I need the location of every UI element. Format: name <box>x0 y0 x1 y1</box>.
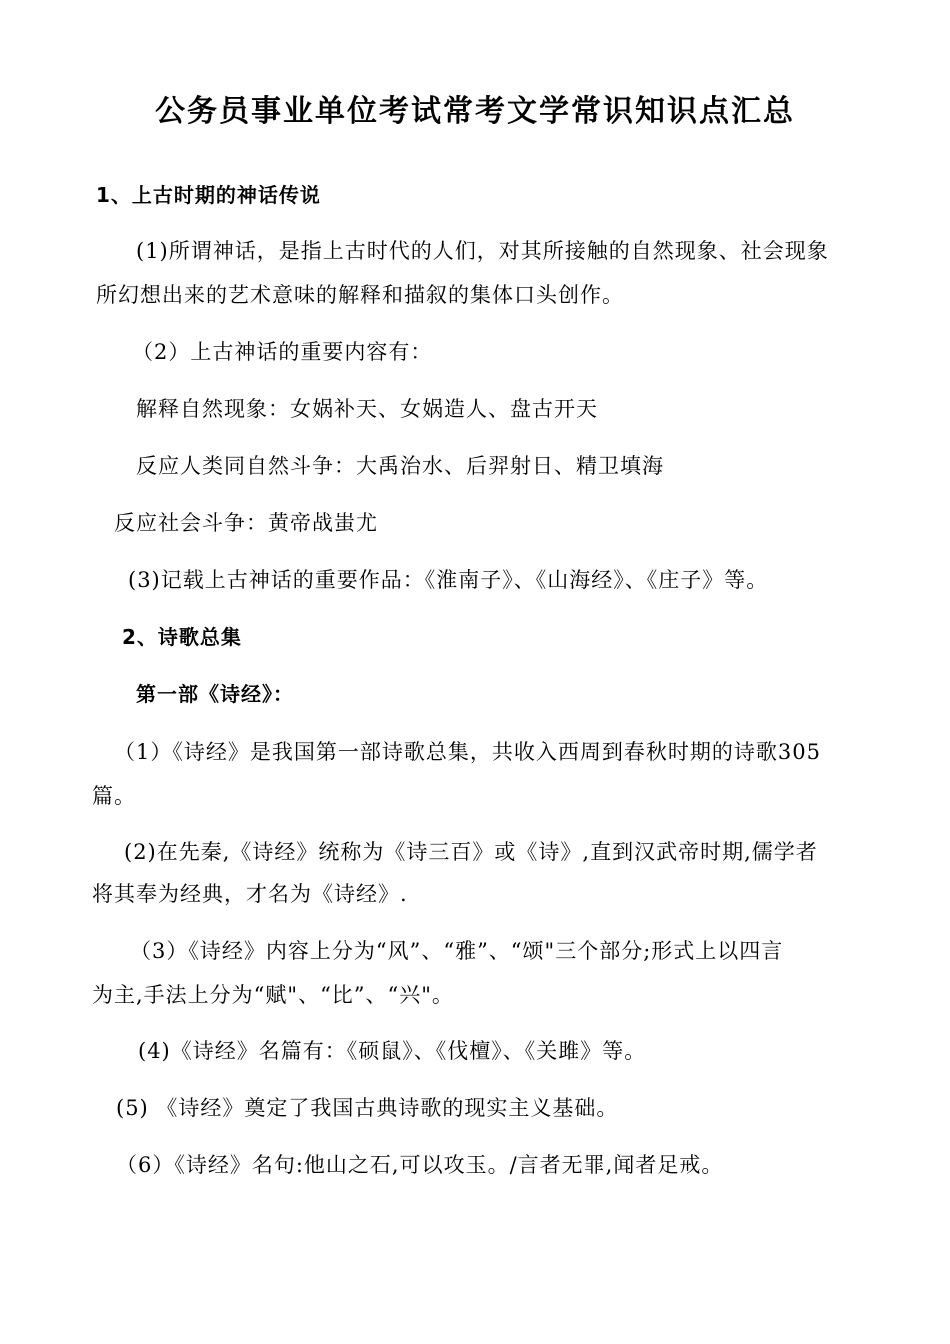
section-2-para-1-line-1: （1）《诗经》是我国第一部诗歌总集，共收入西周到春秋时期的诗歌305 <box>114 740 821 764</box>
section-2-para-3-line-1: （3）《诗经》内容上分为“风”、“雅”、“颂"三个部分;形式上以四言 <box>130 939 784 963</box>
section-2-para-2-line-2: 将其奉为经典，才名为《诗经》. <box>92 882 408 906</box>
section-1-heading: 1、上古时期的神话传说 <box>96 183 321 207</box>
section-2-para-5: (5) 《诗经》奠定了我国古典诗歌的现实主义基础。 <box>116 1096 619 1120</box>
section-1-para-2: （2）上古神话的重要内容有： <box>132 340 433 364</box>
section-2-para-6: （6）《诗经》名句:他山之石,可以攻玉。/言者无罪,闻者足戒。 <box>116 1153 724 1177</box>
section-2-para-4: (4)《诗经》名篇有：《硕鼠》、《伐檀》、《关雎》等。 <box>138 1039 647 1063</box>
section-1-item-1: 解释自然现象：女娲补天、女娲造人、盘古开天 <box>136 397 598 421</box>
section-1-para-3: (3)记载上古神话的重要作品：《淮南子》、《山海经》、《庄子》等。 <box>128 568 769 592</box>
section-1-para-1-line-2: 所幻想出来的艺术意味的解释和描叙的集体口头创作。 <box>96 283 624 307</box>
section-2-subheading: 第一部《诗经》： <box>136 682 294 706</box>
section-2-para-1-line-2: 篇。 <box>92 784 136 808</box>
section-2-heading: 2、诗歌总集 <box>122 625 242 649</box>
section-1-para-1-line-1: (1)所谓神话，是指上古时代的人们，对其所接触的自然现象、社会现象 <box>136 239 829 263</box>
section-2-para-2-line-1: (2)在先秦,《诗经》统称为《诗三百》或《诗》,直到汉武帝时期,儒学者 <box>124 840 818 864</box>
page-title: 公务员事业单位考试常考文学常识知识点汇总 <box>155 94 795 129</box>
section-1-item-3: 反应社会斗争：黄帝战蚩尤 <box>114 511 378 535</box>
section-2-para-3-line-2: 为主,手法上分为“赋"、“比”、“兴"。 <box>92 983 454 1007</box>
section-1-item-2: 反应人类同自然斗争：大禹治水、后羿射日、精卫填海 <box>136 454 664 478</box>
